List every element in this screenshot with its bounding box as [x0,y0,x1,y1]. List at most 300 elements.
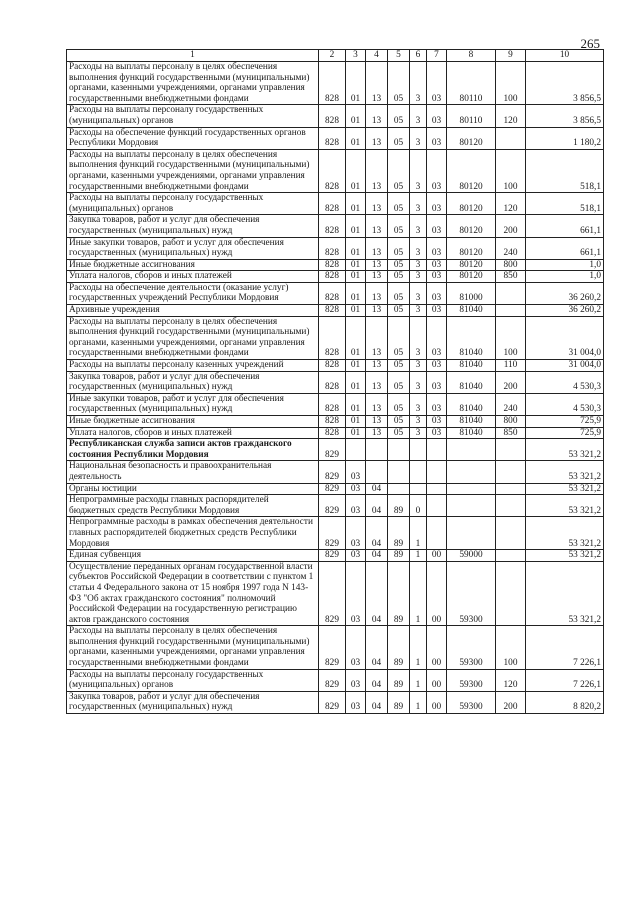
code-cell [496,305,526,317]
code-cell: 3 [410,149,427,192]
code-cell: 05 [388,360,410,372]
header-cell: 9 [496,50,526,62]
item-name: Закупка товаров, работ и услуг для обеспечения государственных (муниципальных) нужд [67,371,319,393]
code-cell: 05 [388,271,410,283]
code-cell: 00 [427,626,447,669]
code-cell: 120 [496,105,526,127]
code-cell: 04 [366,517,388,550]
code-cell: 240 [496,393,526,415]
code-cell: 0 [410,495,427,517]
amount-cell: 3 856,5 [526,105,604,127]
code-cell: 05 [388,316,410,359]
header-row [67,50,604,62]
code-cell: 3 [410,393,427,415]
code-cell: 04 [366,626,388,669]
code-cell: 3 [410,271,427,283]
code-cell: 03 [346,483,366,495]
item-name: Расходы на выплаты персоналу государственных (муниципальных) органов [67,105,319,127]
code-cell: 04 [366,669,388,691]
code-cell: 13 [366,282,388,304]
code-cell: 03 [427,282,447,304]
code-cell: 01 [346,271,366,283]
table-row [67,193,604,215]
table-row [67,517,604,550]
code-cell: 829 [319,495,346,517]
code-cell: 13 [366,62,388,105]
code-cell [366,439,388,461]
item-name: Закупка товаров, работ и услуг для обеспечения государственных (муниципальных) нужд [67,215,319,237]
code-cell [410,483,427,495]
code-cell: 828 [319,416,346,428]
code-cell: 829 [319,461,346,483]
code-cell: 01 [346,371,366,393]
header-cell: 6 [410,50,427,62]
code-cell: 13 [366,427,388,439]
code-cell: 01 [346,127,366,149]
header-cell: 4 [366,50,388,62]
code-cell: 03 [427,316,447,359]
table-row [67,316,604,359]
code-cell: 3 [410,360,427,372]
table-row [67,127,604,149]
amount-cell: 53 321,2 [526,550,604,562]
code-cell: 828 [319,127,346,149]
amount-cell: 1,0 [526,259,604,271]
code-cell [447,461,496,483]
amount-cell: 4 530,3 [526,371,604,393]
code-cell: 80120 [447,127,496,149]
item-name: Национальная безопасность и правоохранительная деятельность [67,461,319,483]
code-cell: 59300 [447,669,496,691]
amount-cell: 725,9 [526,427,604,439]
item-name: Республиканская служба записи актов гражданского состояния Республики Мордовия [67,439,319,461]
code-cell: 01 [346,282,366,304]
item-name: Иные закупки товаров, работ и услуг для обеспечения государственных (муниципальных) нужд [67,393,319,415]
code-cell: 13 [366,193,388,215]
table-row [67,371,604,393]
code-cell: 3 [410,371,427,393]
item-name: Расходы на выплаты персоналу в целях обеспечения выполнения функций государственными (муниципальными) органами, казенными учреждениями, органами управления государственными внебюджетными фондами [67,149,319,192]
code-cell: 13 [366,393,388,415]
code-cell: 03 [427,416,447,428]
code-cell: 850 [496,427,526,439]
code-cell: 05 [388,149,410,192]
item-name: Уплата налогов, сборов и иных платежей [67,271,319,283]
code-cell [496,282,526,304]
code-cell: 05 [388,237,410,259]
code-cell: 05 [388,193,410,215]
amount-cell: 518,1 [526,149,604,192]
code-cell: 01 [346,305,366,317]
code-cell: 13 [366,105,388,127]
code-cell: 828 [319,237,346,259]
amount-cell: 518,1 [526,193,604,215]
code-cell: 3 [410,193,427,215]
item-name: Расходы на обеспечение функций государственных органов Республики Мордовия [67,127,319,149]
amount-cell: 53 321,2 [526,495,604,517]
code-cell: 05 [388,416,410,428]
code-cell [388,483,410,495]
code-cell: 13 [366,271,388,283]
code-cell: 3 [410,127,427,149]
code-cell: 100 [496,62,526,105]
amount-cell: 36 260,2 [526,282,604,304]
table-row [67,461,604,483]
code-cell: 01 [346,360,366,372]
code-cell: 03 [427,237,447,259]
amount-cell: 7 226,1 [526,626,604,669]
code-cell: 13 [366,149,388,192]
code-cell: 13 [366,237,388,259]
code-cell: 828 [319,62,346,105]
code-cell: 89 [388,691,410,713]
code-cell: 05 [388,305,410,317]
code-cell: 3 [410,62,427,105]
table-row [67,271,604,283]
amount-cell: 4 530,3 [526,393,604,415]
item-name: Иные бюджетные ассигнования [67,416,319,428]
code-cell: 1 [410,517,427,550]
code-cell [410,439,427,461]
table-row [67,259,604,271]
code-cell: 81040 [447,305,496,317]
code-cell: 01 [346,427,366,439]
code-cell: 3 [410,427,427,439]
code-cell: 03 [427,271,447,283]
code-cell: 00 [427,691,447,713]
table-row [67,626,604,669]
code-cell: 03 [427,105,447,127]
amount-cell: 1,0 [526,271,604,283]
code-cell: 81040 [447,316,496,359]
code-cell: 01 [346,259,366,271]
code-cell: 829 [319,517,346,550]
table-row [67,691,604,713]
code-cell: 05 [388,215,410,237]
table-row [67,427,604,439]
item-name: Иные бюджетные ассигнования [67,259,319,271]
code-cell: 03 [346,517,366,550]
amount-cell: 3 856,5 [526,62,604,105]
code-cell: 05 [388,127,410,149]
table-row [67,282,604,304]
code-cell: 81000 [447,282,496,304]
code-cell [427,483,447,495]
amount-cell: 53 321,2 [526,561,604,626]
amount-cell: 7 226,1 [526,669,604,691]
item-name: Иные закупки товаров, работ и услуг для обеспечения государственных (муниципальных) нужд [67,237,319,259]
amount-cell: 1 180,2 [526,127,604,149]
code-cell [447,517,496,550]
item-name: Расходы на выплаты персоналу в целях обеспечения выполнения функций государственными (муниципальными) органами, казенными учреждениями, органами управления государственными внебюджетными фондами [67,62,319,105]
code-cell: 240 [496,237,526,259]
code-cell [496,483,526,495]
code-cell: 3 [410,316,427,359]
code-cell: 200 [496,215,526,237]
table-row [67,550,604,562]
code-cell: 80120 [447,149,496,192]
code-cell: 03 [346,461,366,483]
code-cell: 1 [410,561,427,626]
item-name: Непрограммные расходы в рамках обеспечения деятельности главных распорядителей бюджетных средств Республики Мордовия [67,517,319,550]
table-row [67,439,604,461]
code-cell: 829 [319,483,346,495]
code-cell: 01 [346,393,366,415]
table-row [67,62,604,105]
code-cell: 03 [346,669,366,691]
amount-cell: 53 321,2 [526,439,604,461]
header-cell: 2 [319,50,346,62]
code-cell: 200 [496,371,526,393]
code-cell: 828 [319,427,346,439]
code-cell: 04 [366,561,388,626]
item-name: Расходы на выплаты персоналу государственных (муниципальных) органов [67,193,319,215]
code-cell: 05 [388,427,410,439]
code-cell [427,461,447,483]
table-body [67,62,604,714]
code-cell: 01 [346,316,366,359]
table-row [67,105,604,127]
code-cell: 3 [410,237,427,259]
code-cell: 13 [366,215,388,237]
code-cell [427,517,447,550]
header-cell: 3 [346,50,366,62]
code-cell [447,495,496,517]
code-cell: 89 [388,561,410,626]
code-cell: 89 [388,517,410,550]
code-cell: 03 [427,127,447,149]
code-cell [427,439,447,461]
code-cell: 828 [319,282,346,304]
code-cell [366,461,388,483]
code-cell: 03 [427,149,447,192]
code-cell: 110 [496,360,526,372]
code-cell: 828 [319,360,346,372]
code-cell: 3 [410,259,427,271]
code-cell: 828 [319,193,346,215]
code-cell: 120 [496,669,526,691]
table-row [67,669,604,691]
code-cell [496,461,526,483]
item-name: Расходы на обеспечение деятельности (оказание услуг) государственных учреждений Республики Мордовия [67,282,319,304]
code-cell: 01 [346,149,366,192]
code-cell: 05 [388,371,410,393]
code-cell: 81040 [447,393,496,415]
code-cell: 1 [410,550,427,562]
code-cell: 829 [319,561,346,626]
code-cell: 03 [427,360,447,372]
code-cell: 59300 [447,626,496,669]
code-cell: 80120 [447,237,496,259]
code-cell: 13 [366,127,388,149]
code-cell: 04 [366,550,388,562]
code-cell: 00 [427,550,447,562]
code-cell: 59300 [447,561,496,626]
code-cell: 81040 [447,360,496,372]
amount-cell: 31 004,0 [526,360,604,372]
code-cell: 13 [366,316,388,359]
code-cell: 03 [346,495,366,517]
header-cell: 7 [427,50,447,62]
code-cell: 829 [319,439,346,461]
code-cell: 829 [319,691,346,713]
code-cell: 03 [427,215,447,237]
header-cell: 5 [388,50,410,62]
code-cell: 829 [319,550,346,562]
item-name: Органы юстиции [67,483,319,495]
code-cell: 89 [388,550,410,562]
code-cell: 04 [366,495,388,517]
item-name: Расходы на выплаты персоналу в целях обеспечения выполнения функций государственными (муниципальными) органами, казенными учреждениями, органами управления государственными внебюджетными фондами [67,626,319,669]
code-cell: 800 [496,259,526,271]
code-cell [496,561,526,626]
header-cell: 8 [447,50,496,62]
code-cell: 828 [319,271,346,283]
code-cell: 05 [388,62,410,105]
code-cell: 3 [410,416,427,428]
code-cell [496,127,526,149]
amount-cell: 8 820,2 [526,691,604,713]
table-row [67,305,604,317]
code-cell: 80120 [447,259,496,271]
code-cell: 120 [496,193,526,215]
code-cell: 800 [496,416,526,428]
code-cell: 829 [319,626,346,669]
code-cell: 03 [427,62,447,105]
item-name: Расходы на выплаты персоналу государственных (муниципальных) органов [67,669,319,691]
code-cell: 03 [346,626,366,669]
item-name: Уплата налогов, сборов и иных платежей [67,427,319,439]
table-row [67,393,604,415]
header-cell: 1 [67,50,319,62]
code-cell: 03 [427,193,447,215]
code-cell: 03 [427,371,447,393]
code-cell: 01 [346,62,366,105]
code-cell: 13 [366,305,388,317]
amount-cell: 661,1 [526,215,604,237]
code-cell: 100 [496,149,526,192]
code-cell: 81040 [447,427,496,439]
code-cell: 828 [319,105,346,127]
code-cell: 03 [346,550,366,562]
code-cell: 828 [319,215,346,237]
code-cell [388,439,410,461]
code-cell: 89 [388,669,410,691]
code-cell: 00 [427,669,447,691]
code-cell: 828 [319,149,346,192]
code-cell: 89 [388,626,410,669]
code-cell: 59300 [447,691,496,713]
item-name: Расходы на выплаты персоналу в целях обеспечения выполнения функций государственными (муниципальными) органами, казенными учреждениями, органами управления государственными внебюджетными фондами [67,316,319,359]
code-cell: 13 [366,416,388,428]
table-row [67,561,604,626]
code-cell: 80110 [447,62,496,105]
code-cell: 3 [410,305,427,317]
code-cell: 80110 [447,105,496,127]
code-cell: 01 [346,416,366,428]
code-cell: 03 [427,393,447,415]
code-cell: 04 [366,691,388,713]
item-name: Осуществление переданных органам государственной власти субъектов Российской Федерации в соответствии с пунктом 1 статьи 4 Федерального закона от 15 ноября 1997 года N 143-ФЗ "Об актах гражданского состояния" полномочий Российской Федерации на государственную регистрацию актов гражданского состояния [67,561,319,626]
code-cell: 3 [410,105,427,127]
code-cell: 13 [366,371,388,393]
code-cell: 04 [366,483,388,495]
code-cell: 13 [366,259,388,271]
header-cell: 10 [526,50,604,62]
code-cell: 01 [346,193,366,215]
code-cell: 03 [346,691,366,713]
amount-cell: 36 260,2 [526,305,604,317]
code-cell: 3 [410,282,427,304]
amount-cell: 53 321,2 [526,461,604,483]
code-cell: 828 [319,259,346,271]
item-name: Непрограммные расходы главных распорядителей бюджетных средств Республики Мордовия [67,495,319,517]
code-cell: 80120 [447,215,496,237]
code-cell: 03 [427,427,447,439]
code-cell: 1 [410,626,427,669]
code-cell: 03 [427,305,447,317]
amount-cell: 725,9 [526,416,604,428]
code-cell: 05 [388,282,410,304]
amount-cell: 31 004,0 [526,316,604,359]
item-name: Расходы на выплаты персоналу казенных учреждений [67,360,319,372]
code-cell: 05 [388,105,410,127]
code-cell: 81040 [447,416,496,428]
code-cell: 80120 [447,271,496,283]
code-cell: 13 [366,360,388,372]
code-cell: 829 [319,669,346,691]
item-name: Архивные учреждения [67,305,319,317]
code-cell: 1 [410,669,427,691]
table-row [67,360,604,372]
code-cell: 828 [319,393,346,415]
code-cell: 01 [346,237,366,259]
code-cell: 100 [496,316,526,359]
amount-cell: 661,1 [526,237,604,259]
code-cell [388,461,410,483]
code-cell: 80120 [447,193,496,215]
code-cell: 828 [319,305,346,317]
amount-cell: 53 321,2 [526,483,604,495]
budget-table [66,49,604,714]
table-row [67,483,604,495]
table-row [67,237,604,259]
code-cell [410,461,427,483]
table-row [67,215,604,237]
code-cell: 828 [319,371,346,393]
code-cell: 03 [427,259,447,271]
code-cell: 01 [346,215,366,237]
code-cell: 05 [388,259,410,271]
table-row [67,416,604,428]
code-cell: 850 [496,271,526,283]
code-cell: 81040 [447,371,496,393]
table-row [67,495,604,517]
amount-cell: 53 321,2 [526,517,604,550]
code-cell: 01 [346,105,366,127]
code-cell [496,439,526,461]
table-row [67,149,604,192]
code-cell: 89 [388,495,410,517]
code-cell [496,550,526,562]
code-cell [496,495,526,517]
code-cell [447,483,496,495]
code-cell: 1 [410,691,427,713]
item-name: Закупка товаров, работ и услуг для обеспечения государственных (муниципальных) нужд [67,691,319,713]
code-cell: 00 [427,561,447,626]
code-cell: 828 [319,316,346,359]
code-cell [447,439,496,461]
